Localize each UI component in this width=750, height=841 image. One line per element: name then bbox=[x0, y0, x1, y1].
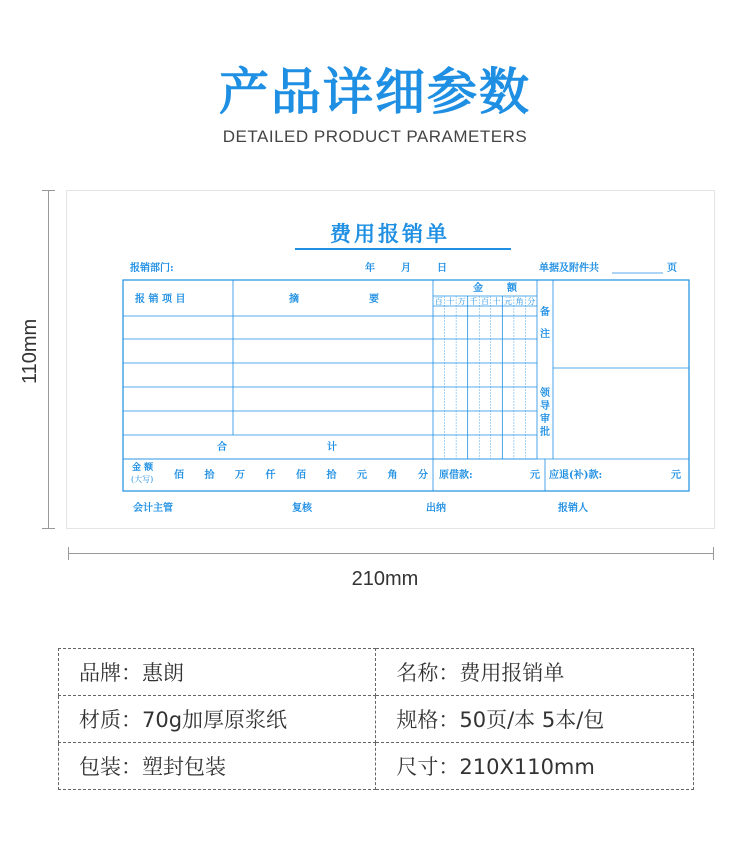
width-tick-left bbox=[68, 547, 69, 560]
expense-form-image bbox=[66, 190, 715, 529]
param-packaging: 包装：塑封包装 bbox=[59, 743, 376, 790]
form-year: 年 bbox=[365, 263, 375, 274]
form-big-unit: 分 bbox=[418, 470, 428, 481]
form-approval-char: 领 bbox=[540, 388, 550, 399]
form-big-unit: 元 bbox=[357, 470, 367, 481]
param-name: 名称：费用报销单 bbox=[376, 649, 694, 696]
form-approval-char: 批 bbox=[540, 427, 550, 438]
form-col-summary: 摘 bbox=[289, 294, 299, 305]
form-col-amount: 金 bbox=[473, 283, 483, 294]
form-refund: 应退(补)款: bbox=[549, 470, 603, 481]
form-refund-yuan: 元 bbox=[671, 470, 681, 481]
expense-form-drawing bbox=[67, 191, 714, 528]
form-big-unit: 角 bbox=[387, 470, 398, 481]
form-big-unit: 佰 bbox=[174, 470, 184, 481]
form-col-amount-2: 额 bbox=[507, 283, 517, 294]
page-title: 产品详细参数 bbox=[219, 63, 531, 121]
form-advance: 原借款: bbox=[439, 470, 473, 481]
form-digit-label: 分 bbox=[527, 297, 536, 306]
params-table bbox=[58, 648, 694, 790]
width-tick-right bbox=[713, 547, 714, 560]
form-big-unit: 佰 bbox=[296, 470, 306, 481]
form-advance-yuan: 元 bbox=[530, 470, 540, 481]
form-amount-big-note: (大写) bbox=[131, 475, 154, 484]
table-row bbox=[59, 743, 694, 790]
table-row bbox=[59, 649, 694, 696]
form-col-item: 报 销 项 目 bbox=[135, 294, 186, 305]
form-approval-char: 审 bbox=[540, 414, 550, 425]
form-col-summary-2: 要 bbox=[369, 294, 379, 305]
width-label: 210mm bbox=[351, 568, 419, 590]
form-amount-big: 金 额 bbox=[132, 463, 154, 473]
form-footer-review: 复核 bbox=[292, 503, 312, 514]
form-footer-accountant: 会计主管 bbox=[133, 503, 173, 514]
height-tick-top bbox=[42, 190, 55, 191]
form-month: 月 bbox=[401, 263, 411, 274]
form-approval-char: 导 bbox=[540, 401, 550, 412]
param-brand: 品牌：惠朗 bbox=[59, 649, 376, 696]
form-big-unit: 拾 bbox=[326, 470, 337, 481]
form-digit-label: 十 bbox=[492, 297, 501, 306]
form-digit-label: 百 bbox=[481, 297, 489, 306]
param-material: 材质：70g加厚原浆纸 bbox=[59, 696, 376, 743]
form-footer-cashier: 出纳 bbox=[426, 503, 446, 514]
form-big-unit: 拾 bbox=[204, 470, 215, 481]
form-digit-label: 角 bbox=[515, 297, 524, 306]
form-pages: 页 bbox=[667, 263, 677, 274]
form-attachments: 单据及附件共 bbox=[539, 263, 599, 274]
form-big-unit: 仟 bbox=[265, 470, 276, 481]
form-day: 日 bbox=[437, 263, 447, 274]
form-digit-label: 百 bbox=[434, 297, 443, 306]
form-digit-label: 万 bbox=[457, 297, 466, 306]
form-remark-char: 注 bbox=[540, 329, 550, 340]
param-spec: 规格：50页/本 5本/包 bbox=[376, 696, 694, 743]
height-label: 110mm bbox=[19, 318, 41, 384]
form-digit-label: 十 bbox=[446, 297, 455, 306]
height-tick-bottom bbox=[42, 528, 55, 529]
table-row bbox=[59, 696, 694, 743]
width-dimension-line bbox=[68, 553, 714, 554]
form-title: 费用报销单 bbox=[330, 221, 450, 246]
page-subtitle: DETAILED PRODUCT PARAMETERS bbox=[222, 127, 528, 146]
form-total-ji: 计 bbox=[327, 442, 337, 453]
form-big-unit: 万 bbox=[235, 470, 245, 481]
form-digit-label: 元 bbox=[504, 297, 513, 306]
param-size: 尺寸：210X110mm bbox=[376, 743, 694, 790]
form-dept-label: 报销部门: bbox=[130, 263, 174, 274]
form-footer-claimant: 报销人 bbox=[558, 503, 588, 514]
form-digit-label: 千 bbox=[469, 297, 478, 306]
form-remark-char: 备 bbox=[540, 307, 550, 318]
form-total-he: 合 bbox=[217, 442, 227, 453]
